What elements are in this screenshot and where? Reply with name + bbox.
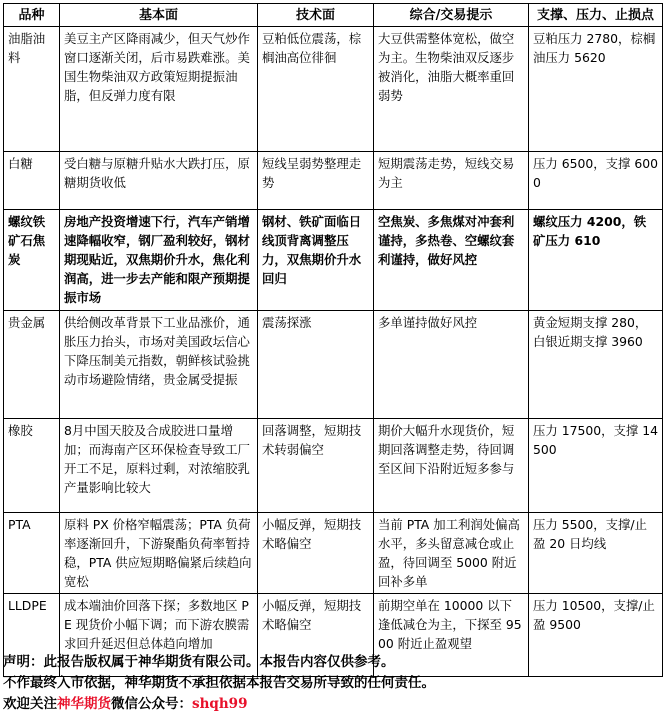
table-header-row [4,4,663,27]
cell-tip: 短期震荡走势，短线交易为主 [374,152,529,210]
cell-technical: 豆粕低位震荡，棕榈油高位徘徊 [258,27,374,152]
disclaimer-footer [3,652,662,715]
cell-product: 贵金属 [4,311,60,419]
disclaimer-line-1: 声明：此报告版权属于神华期货有限公司。本报告内容仅供参考。 [3,654,395,670]
wechat-account: shqh99 [192,696,248,712]
cell-fundamentals: 房地产投资增速下行，汽车产销增速降幅收窄，钢厂盈利较好，钢材期现贴近，双焦期价升水，焦化利润高，进一步去产能和限产预期提振市场 [60,210,258,311]
cell-product: 油脂油料 [4,27,60,152]
cell-levels: 压力 10500，支撑/止盈 9500 [529,594,663,677]
header-technical: 技术面 [258,4,374,27]
follow-prefix: 欢迎关注 [3,696,57,712]
cell-fundamentals: 成本端油价回落下探；多数地区 PE 现货价小幅下调；而下游农膜需求回升延迟但总体趋向增加 [60,594,258,677]
cell-levels: 黄金短期支撑 280，白银近期支撑 3960 [529,311,663,419]
cell-levels: 压力 6500，支撑 6000 [529,152,663,210]
cell-fundamentals: 美豆主产区降雨减少，但天气炒作窗口逐渐关闭，后市易跌难涨。美国生物柴油双方政策短期提振油脂，但反弹力度有限 [60,27,258,152]
market-report-table [3,3,663,677]
cell-tip: 当前 PTA 加工利润处偏高水平，多头留意减仓或止盈，待回调至 5000 附近回补多单 [374,513,529,594]
disclaimer-line-2: 不作最终入市依据，神华期货不承担依据本报告交易所导致的任何责任。 [3,675,435,691]
header-tip: 综合/交易提示 [374,4,529,27]
header-levels: 支撑、压力、止损点 [529,4,663,27]
cell-levels: 螺纹压力 4200，铁矿压力 610 [529,210,663,311]
cell-fundamentals: 受白糖与原糖升贴水大跌打压，原糖期货收低 [60,152,258,210]
table-row [4,152,663,210]
header-product: 品种 [4,4,60,27]
cell-product: 白糖 [4,152,60,210]
cell-technical: 小幅反弹，短期技术略偏空 [258,594,374,677]
cell-technical: 钢材、铁矿面临日线顶背离调整压力，双焦期价升水回归 [258,210,374,311]
table-row [4,419,663,513]
cell-technical: 短线呈弱势整理走势 [258,152,374,210]
cell-fundamentals: 供给侧改革背景下工业品涨价，通胀压力抬头，市场对美国政坛信心下降压制美元指数，朝鲜核试验挑动市场避险情绪，贵金属受提振 [60,311,258,419]
cell-technical: 回落调整，短期技术转弱偏空 [258,419,374,513]
cell-product: 螺纹铁矿石焦炭 [4,210,60,311]
cell-tip: 空焦炭、多焦煤对冲套利谨持，多热卷、空螺纹套利谨持，做好风控 [374,210,529,311]
table-row [4,210,663,311]
header-fundamentals: 基本面 [60,4,258,27]
cell-technical: 震荡探涨 [258,311,374,419]
cell-fundamentals: 8月中国天胶及合成胶进口量增加；而海南产区环保检查导致工厂开工不足，原料过剩，对浓缩胶乳产量影响比较大 [60,419,258,513]
cell-levels: 压力 5500，支撑/止盈 20 日均线 [529,513,663,594]
cell-tip: 期价大幅升水现货价，短期回落调整走势，待回调至区间下沿附近短多参与 [374,419,529,513]
cell-fundamentals: 原料 PX 价格窄幅震荡；PTA 负荷率逐渐回升，下游聚酯负荷率暂持稳，PTA 供应短期略偏紧后续趋向宽松 [60,513,258,594]
cell-levels: 豆粕压力 2780，棕榈油压力 5620 [529,27,663,152]
cell-tip: 多单谨持做好风控 [374,311,529,419]
cell-product: 橡胶 [4,419,60,513]
table-row [4,27,663,152]
cell-technical: 小幅反弹，短期技术略偏空 [258,513,374,594]
cell-tip: 前期空单在 10000 以下逢低减仓为主，下探至 9500 附近止盈观望 [374,594,529,677]
table-row [4,311,663,419]
brand-name: 神华期货 [57,696,111,712]
follow-line [3,694,662,715]
follow-mid: 微信公众号： [111,696,192,712]
table-row [4,513,663,594]
cell-product: PTA [4,513,60,594]
cell-product: LLDPE [4,594,60,677]
cell-levels: 压力 17500，支撑 14500 [529,419,663,513]
cell-tip: 大豆供需整体宽松，做空为主。生物柴油双反逐步被消化，油脂大概率重回弱势 [374,27,529,152]
